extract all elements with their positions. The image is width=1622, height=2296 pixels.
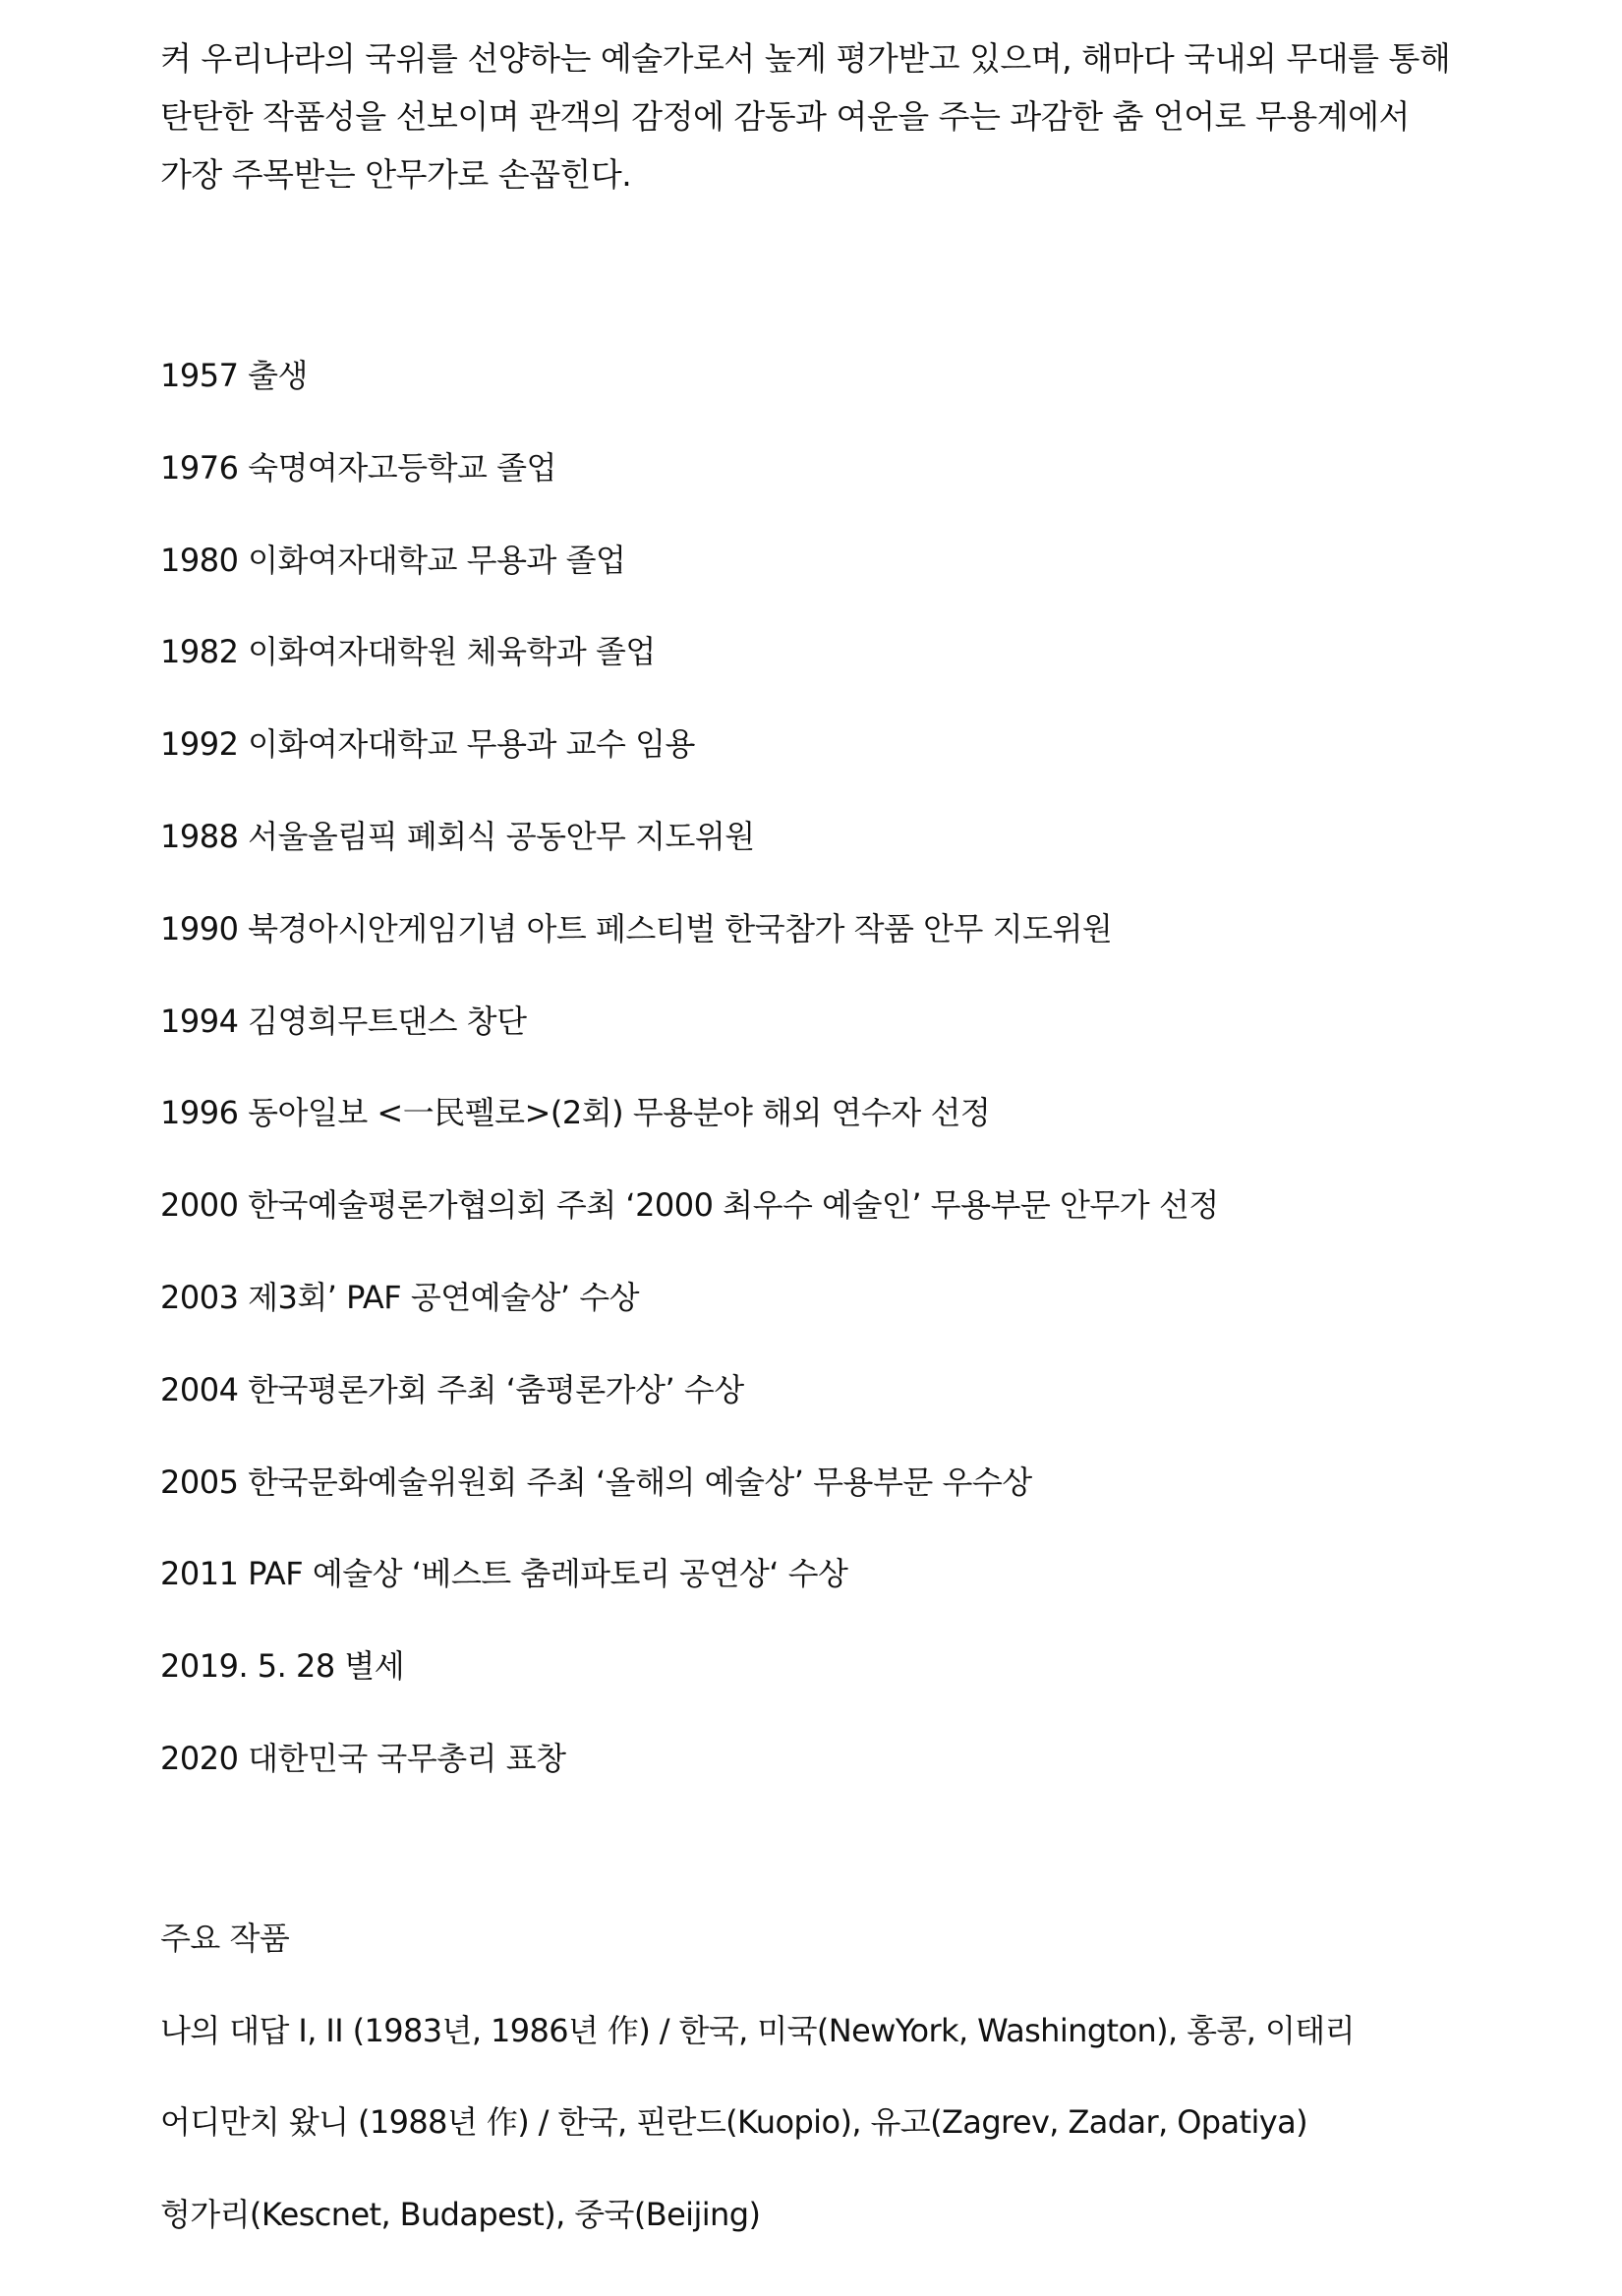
timeline-item: 2000 한국예술평론가협의회 주최 ‘2000 최우수 예술인’ 무용부문 안무가 선정 — [160, 1186, 1219, 1225]
timeline-item: 2004 한국평론가회 주최 ‘춤평론가상’ 수상 — [160, 1370, 744, 1408]
timeline-item: 2019. 5. 28 별세 — [160, 1647, 405, 1686]
timeline-item: 1994 김영희무트댄스 창단 — [160, 1002, 527, 1040]
timeline-item: 2003 제3회’ PAF 공연예술상’ 수상 — [160, 1278, 640, 1316]
document-page — [160, 29, 1477, 2286]
timeline-item: 1996 동아일보 <一民펠로>(2회) 무용분야 해외 연수자 선정 — [160, 1094, 991, 1132]
timeline-item: 2020 대한민국 국무총리 표창 — [160, 1739, 566, 1777]
timeline-item: 1957 출생 — [160, 357, 308, 394]
timeline-item: 1976 숙명여자고등학교 졸업 — [160, 448, 556, 487]
work-item: 나의 대답 I, II (1983년, 1986년 作) / 한국, 미국(NewYork, Washington), 홍콩, 이태리 — [160, 2011, 1355, 2049]
timeline-item: 1982 이화여자대학원 체육학과 졸업 — [160, 633, 656, 671]
intro-paragraph: 켜 우리나라의 국위를 선양하는 예술가로서 높게 평가받고 있으며, 해마다 국내외 무대를 통해 탄탄한 작품성을 선보이며 관객의 감정에 감동과 여운을 주는 과감한 춤 언어로 무용계에서 가장 주목받는 안무가로 손꼽힌다. — [160, 39, 1451, 194]
timeline-item: 1980 이화여자대학교 무용과 졸업 — [160, 541, 626, 579]
works-list — [160, 2011, 1477, 2287]
biography-timeline — [160, 356, 1477, 1831]
timeline-item: 1990 북경아시안게임기념 아트 페스티벌 한국참가 작품 안무 지도위원 — [160, 909, 1113, 947]
timeline-item: 1992 이화여자대학교 무용과 교수 임용 — [160, 725, 695, 764]
work-item: 헝가리(Kescnet, Budapest), 중국(Beijing) — [160, 2195, 761, 2233]
work-item: 어디만치 왔니 (1988년 作) / 한국, 핀란드(Kuopio), 유고(Zagrev, Zadar, Opatiya) — [160, 2103, 1307, 2142]
timeline-item: 2011 PAF 예술상 ‘베스트 춤레파토리 공연상‘ 수상 — [160, 1555, 848, 1593]
timeline-item: 1988 서울올림픽 폐회식 공동안무 지도위원 — [160, 817, 755, 855]
works-heading: 주요 작품 — [160, 1919, 290, 1957]
timeline-item: 2005 한국문화예술위원회 주최 ‘올해의 예술상’ 무용부문 우수상 — [160, 1463, 1032, 1501]
